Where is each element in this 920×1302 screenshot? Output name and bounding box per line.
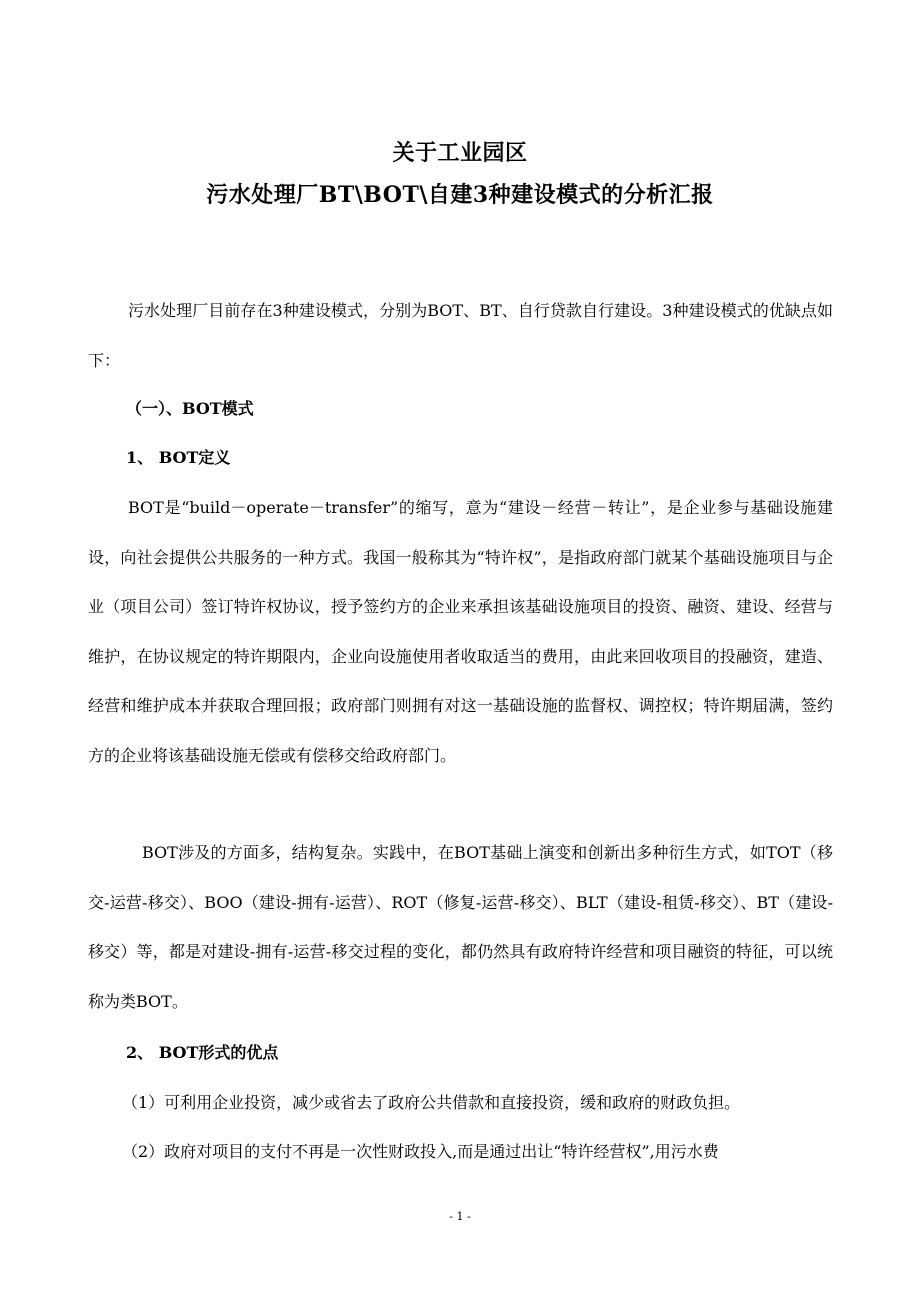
advantage-item-2: （2）政府对项目的支付不再是一次性财政投入,而是通过出让“特许经营权”,用污水费 <box>122 1142 719 1161</box>
subheading-bot-advantages: 2、 BOT形式的优点 <box>126 1043 279 1062</box>
page-number: - 1 - <box>449 1210 471 1223</box>
subheading-bot-definition: 1、 BOT定义 <box>126 448 231 467</box>
intro-paragraph: 污水处理厂目前存在3种建设模式，分别为BOT、BT、自行贷款自行建设。3种建设模式的优缺点如下： <box>88 301 833 370</box>
variants-paragraph: BOT涉及的方面多，结构复杂。实践中，在BOT基础上演变和创新出多种衍生方式，如TOT（移交-运营-移交）、BOO（建设-拥有-运营）、ROT（修复-运营-移交）、BLT（建设-租赁-移交）、BT（建设-移交）等，都是对建设-拥有-运营-移交过程的变化，都仍然具有政府特许经营和项目融资的特征，可以统称为类BOT。 <box>88 843 833 1011</box>
document-title-line-1: 关于工业园区 <box>392 140 528 166</box>
definition-paragraph: BOT是“build－operate－transfer”的缩写，意为“建设－经营－转让”，是企业参与基础设施建设，向社会提供公共服务的一种方式。我国一般称其为“特许权”，是指政府部门就某个基础设施项目与企业（项目公司）签订特许权协议，授予签约方的企业来承担该基础设施项目的投资、融资、建设、经营与维护，在协议规定的特许期限内，企业向设施使用者收取适当的费用，由此来回收项目的投融资，建造、经营和维护成本并获取合理回报；政府部门则拥有对这一基础设施的监督权、调控权；特许期届满，签约方的企业将该基础设施无偿或有偿移交给政府部门。 <box>88 498 833 765</box>
section-heading-bot-mode: （一）、BOT模式 <box>126 399 254 418</box>
document-title-line-2: 污水处理厂BT\BOT\自建3种建设模式的分析汇报 <box>206 182 714 208</box>
advantage-item-1: （1）可利用企业投资，减少或省去了政府公共借款和直接投资，缓和政府的财政负担。 <box>122 1093 741 1112</box>
